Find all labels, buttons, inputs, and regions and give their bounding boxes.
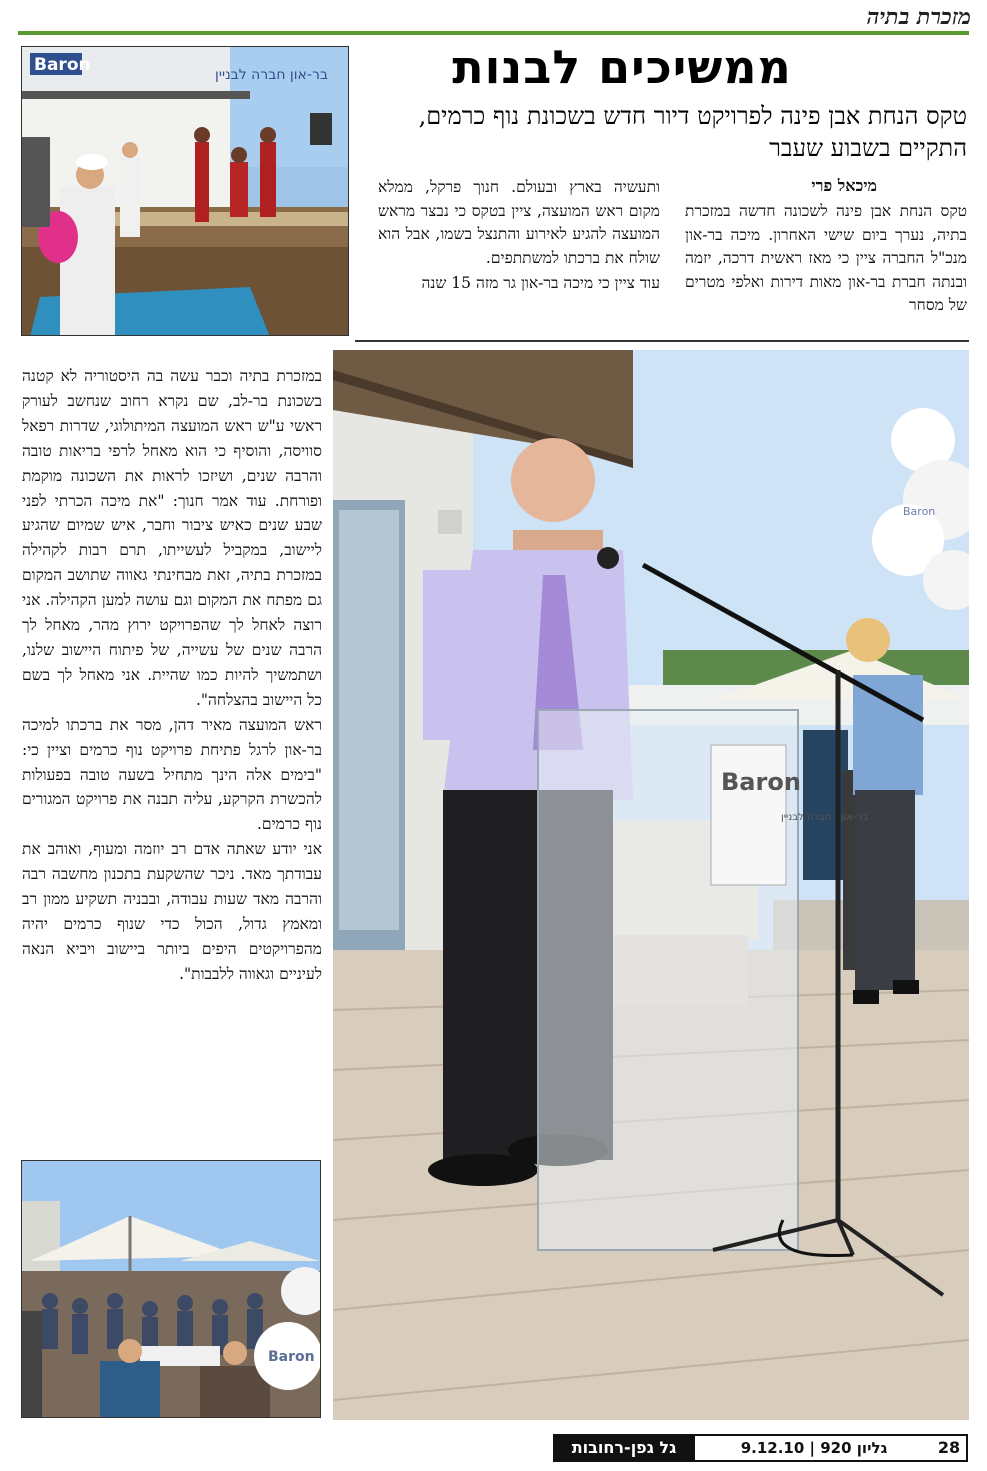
photo-crowd <box>21 1160 321 1418</box>
photo-musicians <box>21 46 349 336</box>
main-para-2: ראש המועצה מאיר דהן, מסר את ברכתו למיכה בר-און לרגל פתיחת פרויקט נוף כרמים וציין כי: "בימים אלה הינך מתחיל בשעה טובה בפעולות להכשרת הקרקע, עליה תבנה את פרויקט המגורים נוף כרמים. <box>22 715 322 834</box>
crowd-illustration <box>21 1161 320 1418</box>
footer-publication: גל גפן-רחובות <box>553 1434 695 1462</box>
column-2-para-2: עוד ציין כי מיכה בר-און גר מזה 15 שנה <box>421 274 660 293</box>
svg-text:Baron: Baron <box>34 55 91 75</box>
footer-issue-info <box>700 1437 928 1459</box>
section-label: מזכרת בתיה <box>866 4 971 30</box>
page-number: 28 <box>937 1438 961 1457</box>
svg-text:בר-און · חברה לבניין: בר-און · חברה לבניין <box>781 812 869 823</box>
article-column-1 <box>685 200 967 318</box>
musicians-illustration <box>21 47 348 336</box>
svg-text:Baron: Baron <box>721 768 801 796</box>
section-divider <box>355 340 969 342</box>
svg-text:Baron: Baron <box>903 505 936 518</box>
article-main-column <box>22 364 322 987</box>
byline: מיכאל פרי <box>811 176 877 195</box>
main-para-1: במזכרת בתיה וכבר עשה בה היסטוריה לא קטנה בשכונת בר-לב, שם נקרא רחוב שנחשב לעורק ראשי ע"ש ראש המועצה המיתולוגי, שדרות רפאל סוויסה, והוסיף כי הוא מאחל לרפי בריאות טובה והרבה שנים, ושיזכו לראות את השכונה מוקמת ופורחת. עוד אמר חנוך: "את מיכה הכרתי לפני שבע שנים כאיש ציבור וחבר, איש שמיום שהגיע ליישוב, במקביל לעשייתו, תרם רבות לקהילה במזכרת בתיה, זאת מבחינתי גאווה שתושב המקום גם מפתח את המקום וגם עושה למען הקהילה. אני רוצה לאחל לך שהפרויקט ירוץ מהר, מאחל לך הרבה שנים של עשייה, של פיתוח היישוב שלנו, ושתמשיך להיות כמו שהיית. אני מאחל לך בשם כל היישוב בהצלחה". <box>22 367 322 709</box>
subheadline: טקס הנחת אבן פינה לפרויקט דיור חדש בשכונת נוף כרמים, התקיים בשבוע שעבר <box>418 102 967 162</box>
photo-speaker <box>333 350 969 1420</box>
headline: ממשיכים לבנות <box>452 40 792 94</box>
column-1-text: טקס הנחת אבן פינה לשכונה חדשה במזכרת בתיה, נערך ביום שישי האחרון. מיכה בר-און מנכ"ל החברה ציין כי מאז ראשית דרכה, יזמה ובנתה חברת בר-און מאות דירות ואלפי מטרים של מסחר <box>685 202 967 315</box>
speaker-illustration <box>333 350 969 1420</box>
footer-separator: | <box>804 1439 816 1457</box>
top-rule <box>18 31 969 35</box>
footer-issue: גליון 920 <box>820 1439 888 1457</box>
footer-date: 9.12.10 <box>740 1439 805 1457</box>
article-column-2 <box>378 176 660 296</box>
main-para-3: אני יודע שאתה אדם רב יוזמה ומעוף, ואוהב את עבודתך מאד. ניכר שהשקעת בתכנון מחשבה רבה והרבה מאד שעות עבודה, ובבניה תשקיע ממון רב ומאמץ גדול, הכול כדי שנוף כרמים יהיה מהפרויקטים היפים ביותר ביישוב ויביא הנאה לעיניים וגאווה ללבבות". <box>22 840 322 983</box>
column-2-para-1: ותעשיה בארץ ובעולם. חנוך פרקל, ממלא מקום ראש המועצה, ציין בטקס כי נבצר מראש המועצה להגיע לאירוע והתנצל בשמו, אבל הוא שולח את ברכתו למשתתפים. <box>378 178 660 267</box>
svg-text:Baron: Baron <box>268 1349 315 1365</box>
svg-text:בר-און חברה לבניין: בר-און חברה לבניין <box>215 67 328 83</box>
